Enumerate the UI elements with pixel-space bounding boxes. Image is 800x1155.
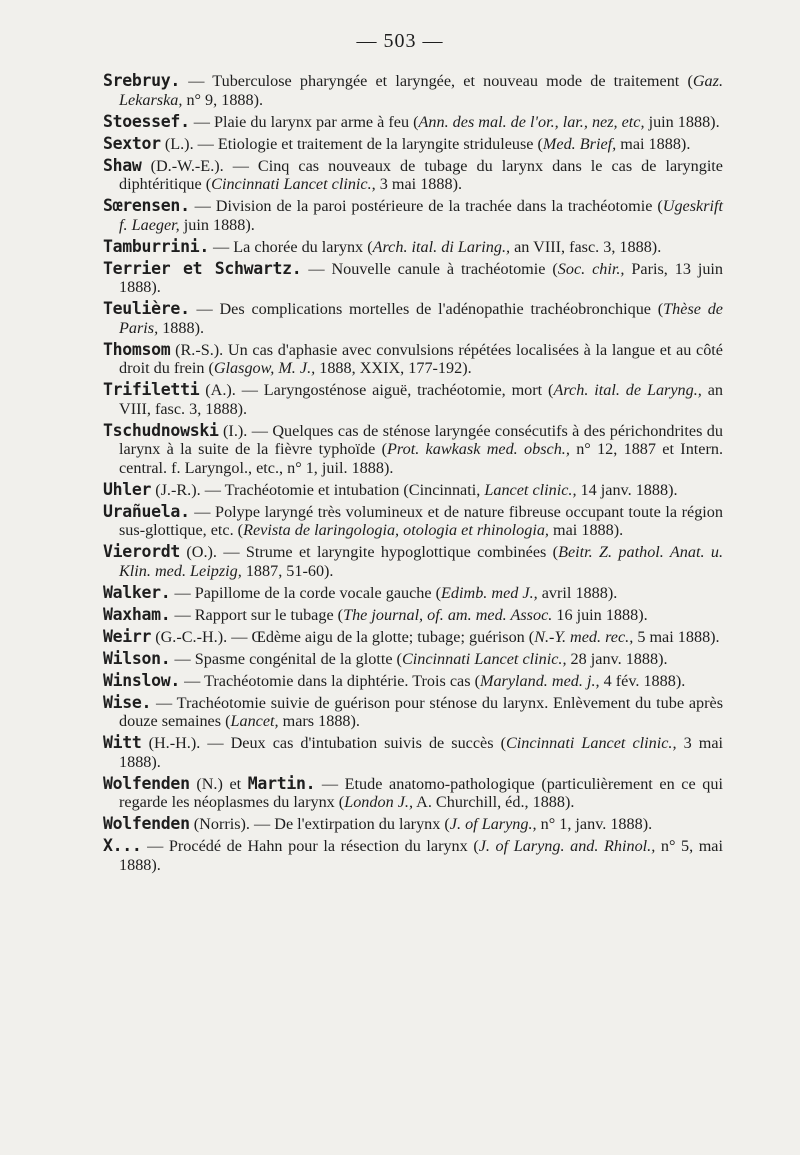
entry-title: — Division de la paroi postérieure de la trachée dans la trachéotomie ( [189, 197, 663, 215]
entry-source: Med. Brief, [542, 134, 617, 153]
bibliography-entry [103, 381, 723, 418]
entry-date: 3 mai 1888). [375, 175, 463, 193]
bibliography-entry [103, 135, 723, 154]
entry-source: Ann. des mal. de l'or., lar., nez, etc, [418, 112, 645, 131]
entry-author: Sextor [103, 133, 161, 153]
entry-title: — Œdème aigu de la glotte; tubage; guérison ( [227, 627, 535, 646]
entry-source: Glasgow, M. J., [213, 359, 316, 377]
entry-date: 16 juin 1888). [552, 605, 648, 624]
entry-title: — Deux cas d'intubation suivis de succès ( [200, 734, 506, 752]
entry-author: Vierordt [103, 542, 181, 561]
entry-author: Witt [103, 733, 142, 752]
entry-author: Urañuela. [103, 501, 190, 521]
entry-date: n° 5, mai 1888). [119, 837, 723, 874]
entry-date: 3 mai 1888). [119, 734, 723, 771]
entry-title: — Des complications mortelles de l'adénopathie trachéobronchique ( [189, 300, 664, 318]
entry-source: Ugeskrift f. Laeger, [119, 197, 723, 234]
entry-title: — Strume et laryngite hypoglottique combinées ( [216, 543, 559, 561]
entry-source: J. of Laryng. and. Rhinol., [478, 837, 656, 855]
entry-title: — Etiologie et traitement de la laryngite striduleuse ( [193, 134, 543, 153]
entry-source: Arch. ital. de Laryng., [553, 381, 702, 399]
entry-author: Shaw [103, 155, 142, 175]
entry-title: — Etude anatomo-pathologique (particulièrement en ce qui regarde les néoplasmes du larynx ( [119, 774, 723, 811]
entry-author-initials: (A.). [199, 381, 236, 399]
entry-author: Walker. [103, 582, 171, 602]
bibliography-entry [103, 197, 723, 234]
entry-date: 1887, 51-60). [241, 561, 334, 580]
bibliography-entry [103, 503, 723, 540]
entry-date: A. Churchill, éd., 1888). [413, 793, 575, 811]
entry-date: an VIII, fasc. 3, 1888). [119, 381, 723, 418]
entry-source: Lancet clinic., [484, 480, 577, 499]
entry-author: Terrier et Schwartz. [103, 258, 302, 278]
entry-author: Wolfenden [103, 773, 190, 793]
entry-source: Gaz. Lekarska, [119, 72, 723, 109]
bibliography-entry [103, 422, 723, 478]
bibliography-entry [103, 260, 723, 297]
entry-title: — Laryngosténose aiguë, trachéotomie, mort ( [235, 381, 554, 399]
bibliography-entry [103, 113, 723, 132]
entry-source: Edimb. med J., [441, 583, 538, 602]
entry-author: Thomsom [103, 339, 171, 359]
entry-author: Sœrensen. [103, 196, 190, 215]
entry-date: mai 1888). [616, 134, 691, 153]
entry-title: — Spasme congénital de la glotte ( [170, 649, 402, 668]
entry-date: mars 1888). [278, 712, 360, 730]
entry-title: — Trachéotomie suivie de guérison pour sténose du larynx. Enlèvement du tube après douze semaines ( [119, 693, 723, 730]
bibliography-entry [103, 341, 723, 378]
bibliography-entry [103, 481, 723, 500]
bibliography-entry [103, 606, 723, 625]
entry-author: Srebruy. [103, 71, 181, 90]
entry-title: — De l'extirpation du larynx ( [249, 815, 450, 833]
entry-author-initials: (N.) et [189, 774, 248, 793]
bibliography-entry [103, 815, 723, 834]
entry-title: — Plaie du larynx par arme à feu ( [189, 112, 419, 131]
entry-author: Wise. [103, 692, 152, 712]
entry-author: Uhler [103, 479, 152, 499]
entry-date: juin 1888). [644, 112, 720, 131]
entry-source: Cincinnati Lancet clinic., [505, 734, 677, 752]
entry-author: Teulière. [103, 299, 190, 318]
entry-date: avril 1888). [537, 583, 618, 602]
bibliography-entry [103, 775, 723, 812]
entry-author-initials: (H.-H.). [141, 734, 201, 752]
entry-title: — Cinq cas nouveaux de tubage du larynx dans le cas de laryngite diphtéritique ( [119, 156, 723, 193]
bibliography-entry [103, 672, 723, 691]
entry-author-initials: (R.-S.). [170, 340, 224, 359]
entry-date: n° 9, 1888). [182, 90, 264, 109]
entry-source: Beitr. Z. pathol. Anat. u. Klin. med. Leipzig, [119, 543, 723, 580]
entry-author-initials: (O.). [180, 543, 217, 561]
entry-author: Winslow. [103, 670, 181, 690]
entry-source: London J., [344, 793, 413, 811]
bibliography-entry [103, 157, 723, 194]
entry-source: Lancet, [230, 712, 279, 730]
entry-title: — Rapport sur le tubage ( [170, 605, 344, 624]
entry-source: Revista de laringologia, otologia et rhinologia, [243, 521, 549, 539]
entry-date: n° 1, janv. 1888). [536, 815, 653, 833]
entry-source: The journal, of. am. med. Assoc. [343, 605, 553, 624]
bibliography-entry [103, 694, 723, 731]
entry-date: 1888, XXIX, 177-192). [315, 359, 472, 377]
bibliography-entry [103, 72, 723, 109]
bibliography-entry [103, 650, 723, 669]
bibliography-entry [103, 837, 723, 874]
bibliography-list [103, 72, 723, 878]
entry-source: J. of Laryng., [449, 815, 537, 833]
bibliography-entry [103, 734, 723, 771]
entry-date: n° 12, 1887 et Intern. central. f. Laryngol., etc., n° 1, juil. 1888). [119, 440, 723, 477]
entry-author-initials: (Norris). [189, 815, 250, 833]
entry-source: Arch. ital. di Laring., [372, 237, 511, 256]
entry-author: Stoessef. [103, 111, 190, 131]
entry-source: Thèse de Paris, [119, 300, 723, 337]
entry-title: — La chorée du larynx ( [208, 237, 373, 256]
entry-date: 4 fév. 1888). [599, 671, 686, 690]
entry-author-initials: (I.). [218, 421, 248, 440]
bibliography-entry [103, 300, 723, 337]
entry-title: — Procédé de Hahn pour la résection du larynx ( [141, 837, 479, 855]
entry-author-initials: (L.). [160, 134, 194, 153]
entry-author: Tschudnowski [103, 420, 219, 440]
entry-author-initials: (G.-C.-H.). [151, 627, 228, 646]
entry-title: — Polype laryngé très volumineux et de nature fibreuse occupant toute la région sus-glottique, etc. ( [119, 502, 723, 539]
entry-author: Tamburrini. [103, 236, 209, 256]
entry-title: — Papillome de la corde vocale gauche ( [170, 583, 442, 602]
entry-author: X... [103, 836, 142, 855]
entry-date: an VIII, fasc. 3, 1888). [510, 237, 662, 256]
entry-date: 1888). [158, 318, 204, 337]
bibliography-entry [103, 628, 723, 647]
entry-title: — Nouvelle canule à trachéotomie ( [301, 259, 558, 278]
entry-source: N.-Y. med. rec., [534, 627, 634, 646]
entry-date: Paris, 13 juin 1888). [119, 259, 724, 296]
entry-date: mai 1888). [548, 521, 624, 539]
entry-author: Wolfenden [103, 814, 190, 833]
entry-title: — Quelques cas de sténose laryngée consécutifs à des périchondrites du larynx à la suite de la fièvre typhoïde ( [119, 421, 723, 458]
entry-author: Weirr [103, 626, 152, 646]
bibliography-entry [103, 238, 723, 257]
bibliography-entry [103, 543, 723, 580]
bibliography-entry [103, 584, 723, 603]
page-number: — 503 — [356, 30, 444, 52]
entry-author: Waxham. [103, 604, 171, 624]
entry-title: — Tuberculose pharyngée et laryngée, et nouveau mode de traitement ( [180, 72, 693, 90]
entry-source: Soc. chir., [557, 259, 625, 278]
entry-date: 14 janv. 1888). [576, 480, 678, 499]
entry-coauthor: Martin. [247, 773, 316, 793]
entry-date: 28 janv. 1888). [566, 649, 668, 668]
entry-author: Wilson. [103, 648, 171, 668]
entry-source: Cincinnati Lancet clinic., [401, 649, 567, 668]
entry-date: 5 mai 1888). [633, 627, 720, 646]
entry-source: Cincinnati Lancet clinic., [211, 175, 376, 193]
entry-title: — Trachéotomie dans la diphtérie. Trois cas ( [180, 671, 480, 690]
entry-date: juin 1888). [179, 215, 255, 234]
entry-author: Trifiletti [103, 380, 200, 399]
entry-author-initials: (D.-W.-E.). [141, 156, 224, 175]
entry-source: Maryland. med. j., [479, 671, 600, 690]
entry-title: Un cas d'aphasie avec convulsions répétées localisées à la langue et au côté droit du frein ( [119, 340, 723, 377]
entry-title: — Trachéotomie et intubation (Cincinnati, [200, 480, 485, 499]
entry-source: Prot. kawkask med. obsch., [387, 440, 570, 458]
entry-author-initials: (J.-R.). [151, 480, 201, 499]
